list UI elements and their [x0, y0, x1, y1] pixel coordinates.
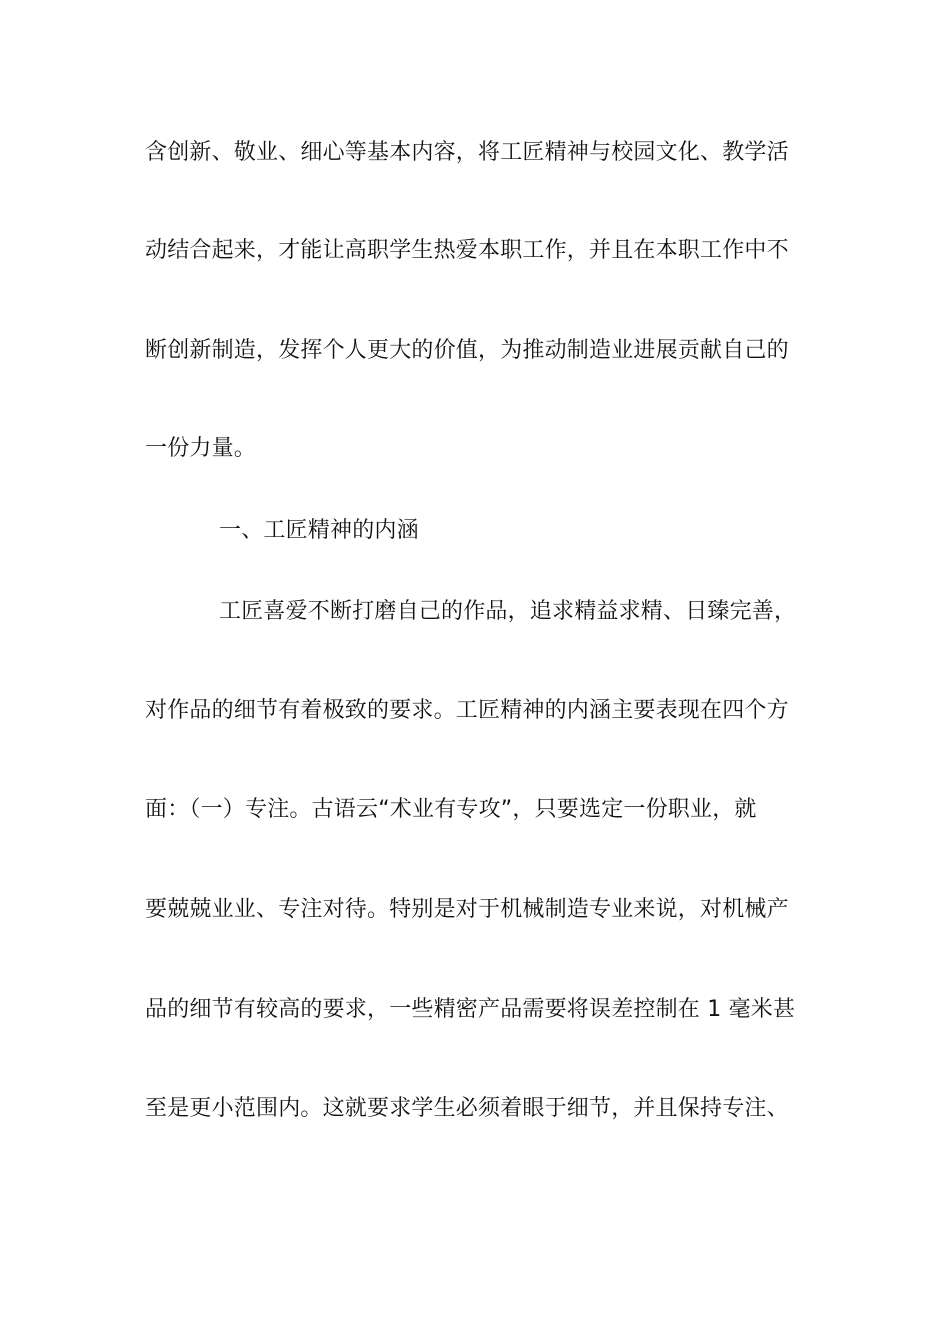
paragraph-line: 要兢兢业业、专注对待。特别是对于机械制造专业来说，对机械产 — [145, 897, 789, 922]
paragraph-line: 至是更小范围内。这就要求学生必须着眼于细节，并且保持专注、 — [145, 1096, 789, 1121]
text-line: 断创新制造，发挥个人更大的价值，为推动制造业进展贡献自己的 — [145, 338, 789, 363]
text-line: 动结合起来，才能让高职学生热爱本职工作，并且在本职工作中不 — [145, 238, 789, 263]
paragraph-line: 品的细节有较高的要求，一些精密产品需要将误差控制在 1 毫米甚 — [145, 997, 796, 1022]
text-line: 含创新、敬业、细心等基本内容，将工匠精神与校园文化、教学活 — [145, 140, 789, 165]
text-line: 一份力量。 — [145, 436, 257, 461]
paragraph-line: 对作品的细节有着极致的要求。工匠精神的内涵主要表现在四个方 — [145, 698, 789, 723]
section-heading: 一、工匠精神的内涵 — [219, 518, 419, 543]
paragraph-line: 工匠喜爱不断打磨自己的作品，追求精益求精、日臻完善， — [219, 599, 797, 624]
paragraph-line: 面：（一）专注。古语云“术业有专攻”，只要选定一份职业，就 — [145, 797, 757, 822]
